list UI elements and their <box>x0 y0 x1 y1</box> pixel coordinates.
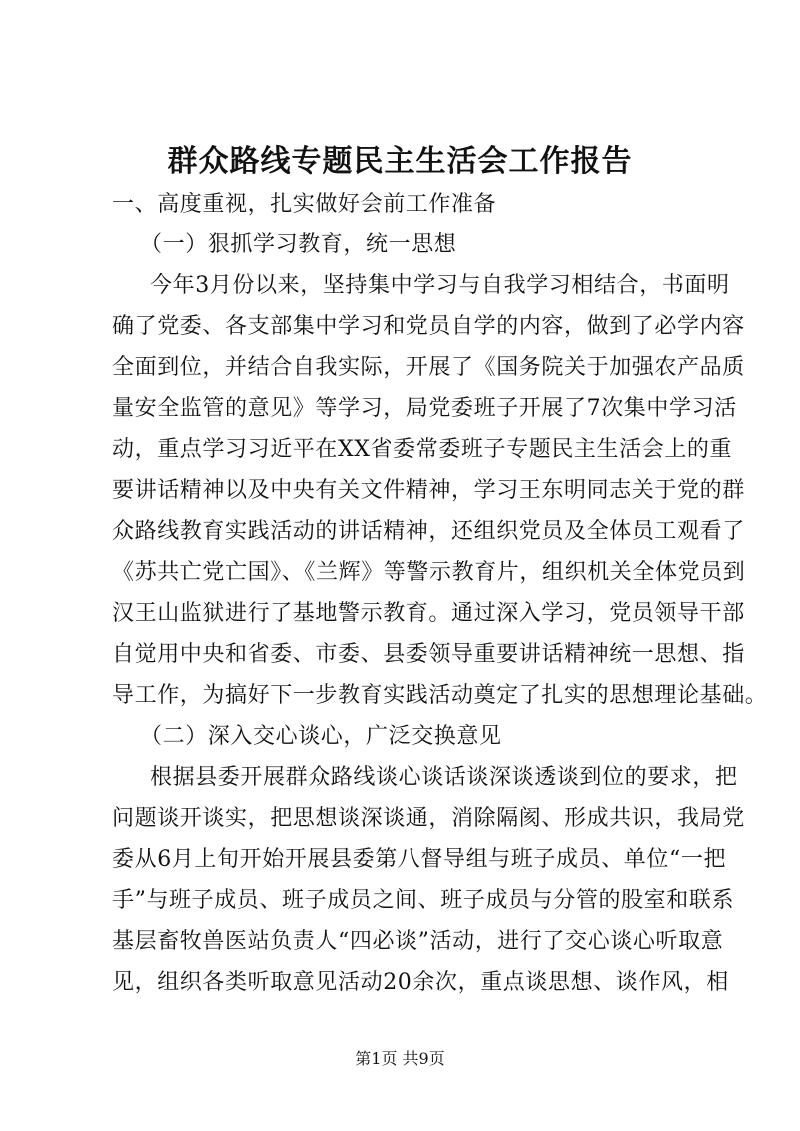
paragraph-1-line-7: 众路线教育实践活动的讲话精神，还组织党员及全体员工观看了 <box>112 519 745 544</box>
section-heading-1: 一、高度重视，扎实做好会前工作准备 <box>112 192 497 217</box>
paragraph-2-line-1: 根据县委开展群众路线谈心谈话谈深谈透谈到位的要求，把 <box>150 765 738 790</box>
paragraph-1-line-5: 动，重点学习习近平在XX省委常委班子专题民主生活会上的重 <box>112 437 733 462</box>
subsection-heading-1: （一）狠抓学习教育，统一思想 <box>140 232 457 257</box>
paragraph-1-line-8: 《苏共亡党亡国》、《兰辉》等警示教育片，组织机关全体党员到 <box>112 560 746 585</box>
paragraph-2-line-2: 问题谈开谈实，把思想谈深谈通，消除隔阂、形成共识，我局党 <box>112 806 745 831</box>
paragraph-1-line-2: 确了党委、各支部集中学习和党员自学的内容，做到了必学内容 <box>112 314 745 339</box>
paragraph-1-line-9: 汉王山监狱进行了基地警示教育。通过深入学习，党员领导干部 <box>112 601 745 626</box>
page-number-footer: 第1页 共9页 <box>355 1049 445 1068</box>
paragraph-2-line-3: 委从6月上旬开始开展县委第八督导组与班子成员、单位“一把 <box>112 847 727 872</box>
paragraph-1-line-6: 要讲话精神以及中央有关文件精神，学习王东明同志关于党的群 <box>112 478 745 503</box>
paragraph-2-line-6: 见，组织各类听取意见活动20余次，重点谈思想、谈作风，相 <box>112 970 729 995</box>
paragraph-2-line-5: 基层畜牧兽医站负责人“四必谈”活动，进行了交心谈心听取意 <box>112 929 724 954</box>
subsection-heading-2: （二）深入交心谈心，广泛交换意见 <box>140 724 502 749</box>
paragraph-1-line-10: 自觉用中央和省委、市委、县委领导重要讲话精神统一思想、指 <box>112 642 745 667</box>
paragraph-1-line-1: 今年3月份以来，坚持集中学习与自我学习相结合，书面明 <box>150 273 730 298</box>
paragraph-1-line-4: 量安全监管的意见》等学习，局党委班子开展了7次集中学习活 <box>112 396 737 421</box>
paragraph-1-line-11: 导工作，为搞好下一步教育实践活动奠定了扎实的思想理论基础。 <box>112 683 768 708</box>
document-title: 群众路线专题民主生活会工作报告 <box>167 144 633 179</box>
paragraph-1-line-3: 全面到位，并结合自我实际，开展了《国务院关于加强农产品质 <box>112 355 745 380</box>
paragraph-2-line-4: 手”与班子成员、班子成员之间、班子成员与分管的股室和联系 <box>112 888 735 913</box>
